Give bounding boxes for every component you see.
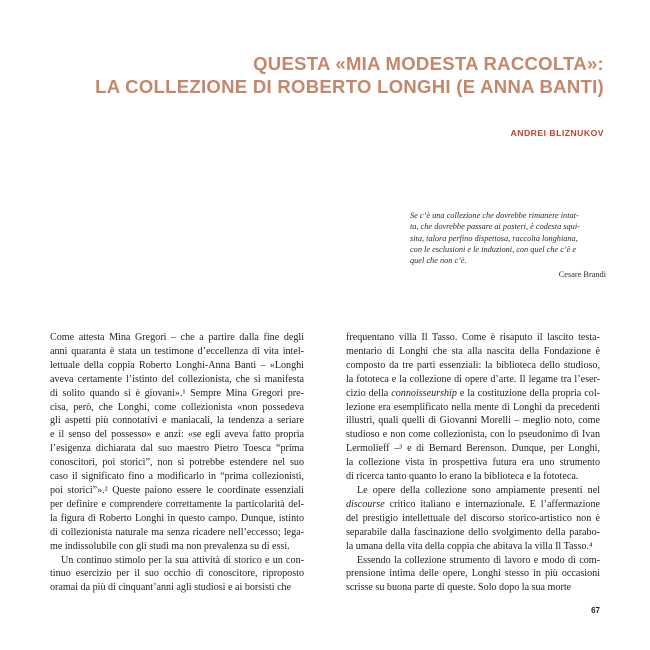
- text-line: la figura di Roberto Longhi in questo campo. Dunque, istinto: [50, 512, 304, 524]
- text-line: lezione era esemplificato nella mente di Longhi da precedenti: [346, 401, 600, 413]
- text-line: Un continuo stimolo per la sua attività di storico e un con-: [61, 554, 304, 566]
- text-line: composto da tre parti essenziali: la biblioteca dello studioso,: [346, 359, 600, 371]
- epigraph-line: Se c’è una collezione che dovrebbe rimanere intat-: [410, 211, 579, 220]
- epigraph-line: ta, che dovrebbe passare ai posteri, è codesta squi-: [410, 222, 580, 232]
- epigraph: [410, 210, 606, 281]
- text-line: e il senso del possesso» e anzi: «se egli aveva fatto propria: [50, 429, 304, 441]
- text-line: cisa, però, che Longhi, come collezionista «non possedeva: [50, 401, 304, 413]
- text-line: Lermolieff –³ e di Bernard Berenson. Dunque, per Longhi,: [346, 443, 600, 455]
- article-title: [44, 52, 604, 98]
- text-line: per definire e comprendere correttamente la particolarità del-: [50, 498, 304, 510]
- text-line: Come attesta Mina Gregori – che a partire dalla fine degli: [50, 332, 304, 343]
- page-number: 67: [591, 606, 600, 615]
- article-title-line: LA COLLEZIONE DI ROBERTO LONGHI (E ANNA BANTI): [95, 76, 604, 97]
- text-line: scrisse su buona parte di queste. Solo dopo la sua morte: [346, 582, 572, 594]
- text-line: aveva certamente l’istinto del collezionista, che si manifesta: [50, 373, 304, 385]
- text-line: di solito quando si è giovani».¹ Sempre Mina Gregori pre-: [50, 387, 304, 399]
- text-line: la umana della vita della coppia che abitava la villa Il Tasso.⁴: [346, 540, 593, 552]
- article-title-line: QUESTA «MIA MODESTA RACCOLTA»:: [253, 53, 604, 74]
- text-line: studioso e non come collezionista, con lo pseudonimo di Ivan: [346, 429, 600, 441]
- text-line: me indissolubile con gli studi ma non prevalenza su di essi.: [50, 540, 290, 552]
- text-line: Essendo la collezione strumento di lavoro e modo di com-: [357, 554, 600, 566]
- text-line: la collezione vista in prospettiva futura era uno strumento: [346, 457, 600, 469]
- text-line: del prestigio intellettuale del discorso storico-artistico non è: [346, 512, 600, 524]
- text-line: poi storici”».² Queste paiono essere le coordinate essenziali: [50, 484, 304, 496]
- text-line: di collezionista naturale ma senza ricadere nell’eccesso; lega-: [50, 526, 304, 538]
- epigraph-line: sita, talora perfino dispettosa, raccolta longhiana,: [410, 233, 578, 243]
- text-line: mentario di Longhi che sta alla nascita della Fondazione è: [346, 345, 600, 357]
- text-line: lettuale della coppia Roberto Longhi-Anna Banti – «Longhi: [50, 359, 304, 371]
- text-line: oramai da più di cinquant’anni agli studiosi e ai borsisti che: [50, 582, 292, 594]
- text-line: anni quaranta è stata un testimone d’eccellenza di vita intel-: [50, 345, 304, 357]
- epigraph-line: con le esclusioni e le induzioni, con quel che c’è e: [410, 244, 577, 254]
- text-line: tinuo esercizio per il suo occhio di conoscitore, riproposto: [50, 568, 304, 580]
- text-line: l’esigenza dichiarata dal suo maestro Pietro Toesca “prima: [50, 443, 304, 455]
- text-column-right: [346, 331, 600, 595]
- author-name: ANDREI BLIZNUKOV: [510, 128, 604, 138]
- epigraph-attribution: Cesare Brandi: [558, 270, 606, 280]
- text-line: cizio della connoisseurship e la costituzione della propria col-: [346, 387, 600, 399]
- epigraph-line: quel che non c’è.: [410, 256, 467, 266]
- text-line: conoscitori, poi storici”, non si potrebbe estendere nel suo: [50, 457, 304, 469]
- text-line: caso il significato fino a modificarlo in “prima collezionisti,: [50, 471, 304, 483]
- text-line: gli aspetti più connotativi e maniacali, la tendenza a seriare: [50, 415, 304, 427]
- text-column-left: [50, 331, 304, 595]
- text-line: Le opere della collezione sono ampiamente presenti nel: [357, 484, 600, 496]
- text-line: illustri, quali quelli di Giovanni Morelli – meglio noto, come: [346, 415, 600, 427]
- text-line: la fototeca e la collezione di opere d’arte. Il legame tra l’eser-: [346, 373, 600, 385]
- text-line: prensione intima delle opere, Longhi stesso in più occasioni: [346, 568, 600, 580]
- text-line: discourse critico italiano e internazionale. E l’affermazione: [346, 498, 600, 510]
- text-line: separabile dalla fascinazione dello svolgimento della parabo-: [346, 526, 600, 538]
- text-line: frequentano villa Il Tasso. Come è risaputo il lascito testa-: [346, 332, 600, 343]
- text-line: di ricerca tanto quanto lo erano la biblioteca e la fototeca.: [346, 471, 579, 483]
